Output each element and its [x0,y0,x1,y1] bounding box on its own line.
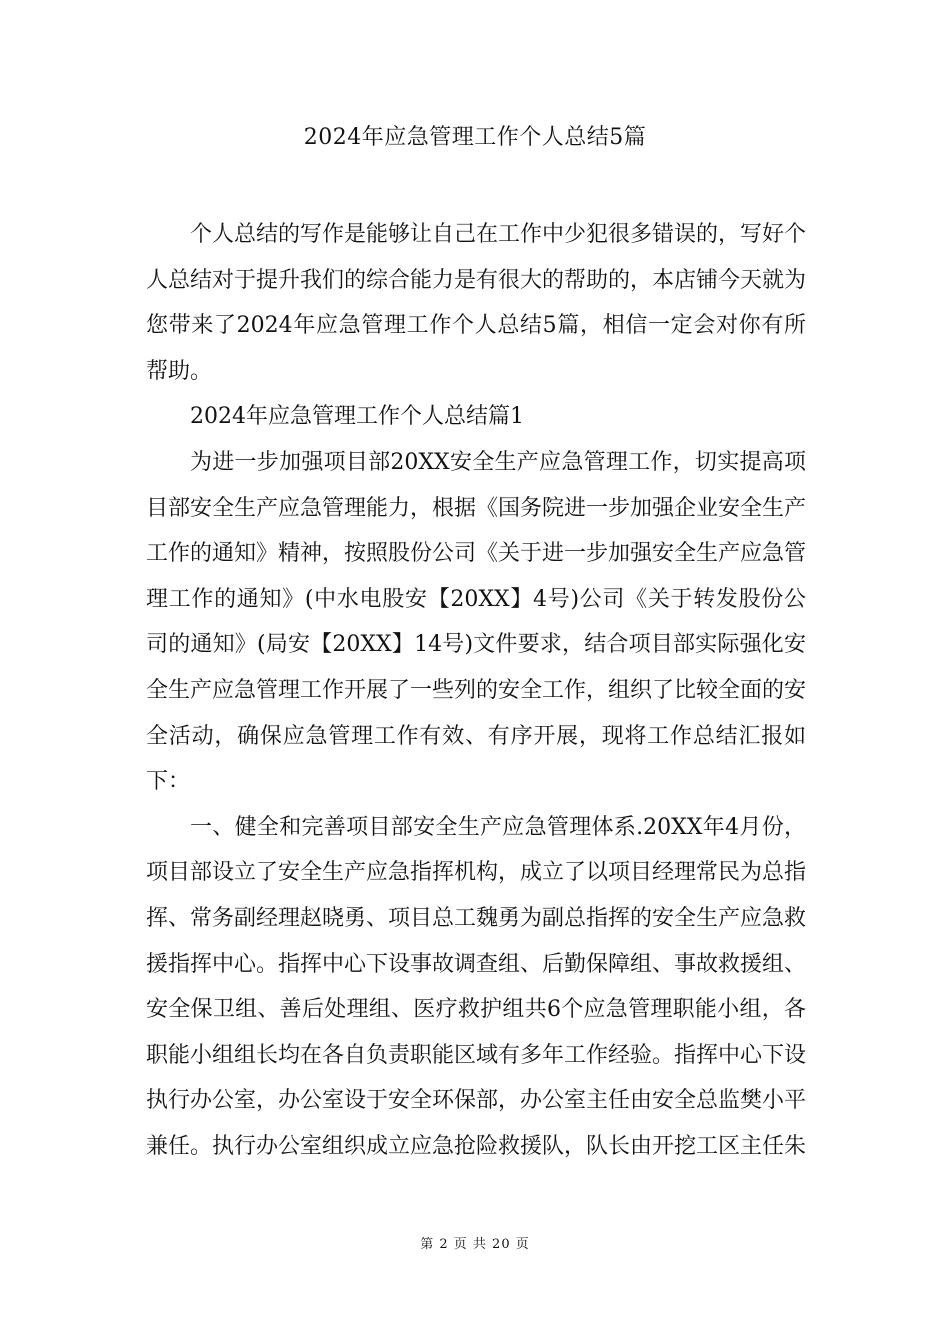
body-paragraph: 一、健全和完善项目部安全生产应急管理体系.20XX年4月份，项目部设立了安全生产应急指挥机构，成立了以项目经理常民为总指挥、常务副经理赵晓勇、项目总工魏勇为副总指挥的安全生产应急救援指挥中心。指挥中心下设事故调查组、后勤保障组、事故救援组、安全保卫组、善后处理组、医疗救护组共6个应急管理职能小组，各职能小组组长均在各自负责职能区域有多年工作经验。指挥中心下设执行办公室，办公室设于安全环保部，办公室主任由安全总监樊小平兼任。执行办公室组织成立应急抢险救援队，队长由开挖工区主任朱 [146,814,807,1159]
document-title: 2024年应急管理工作个人总结5篇 [303,125,647,150]
intro-paragraph: 个人总结的写作是能够让自己在工作中少犯很多错误的，写好个人总结对于提升我们的综合能力是有很大的帮助的，本店铺今天就为您带来了2024年应急管理工作个人总结5篇，相信一定会对你有所帮助。 [146,222,807,384]
document-body [146,212,806,1169]
section-heading: 2024年应急管理工作个人总结篇1 [190,404,524,430]
body-paragraph: 为进一步加强项目部20XX安全生产应急管理工作，切实提高项目部安全生产应急管理能力，根据《国务院进一步加强企业安全生产工作的通知》精神，按照股份公司《关于进一步加强安全生产应急管理工作的通知》(中水电股安【20XX】4号)公司《关于转发股份公司的通知》(局安【20XX】14号)文件要求，结合项目部实际强化安全生产应急管理工作开展了一些列的安全工作，组织了比较全面的安全活动，确保应急管理工作有效、有序开展，现将工作总结汇报如下： [146,449,807,795]
page-number-footer: 第 2 页 共 20 页 [420,1237,530,1252]
